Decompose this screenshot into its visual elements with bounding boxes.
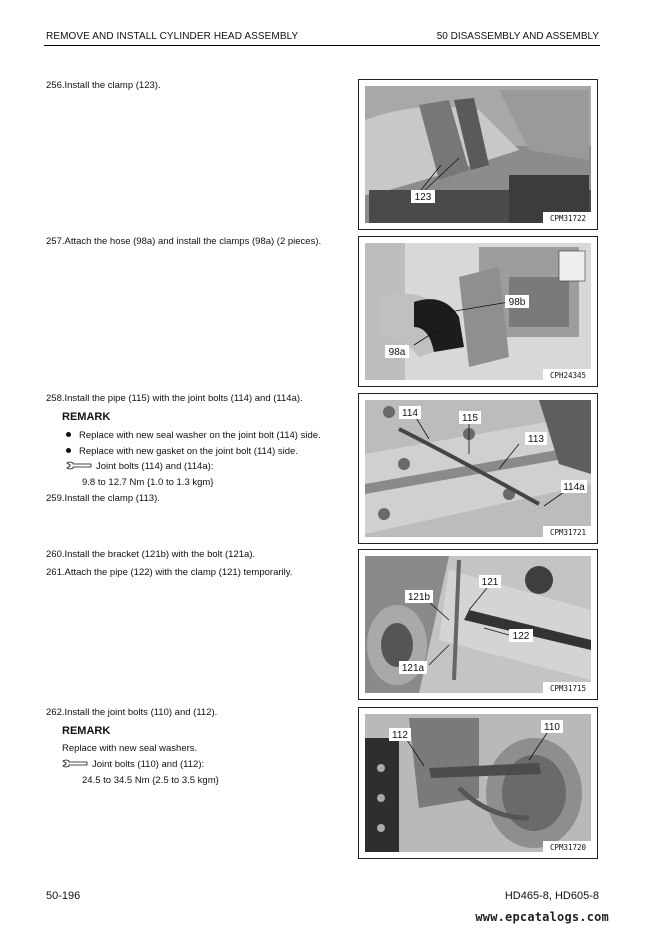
bullet-dot [66, 448, 71, 453]
remark-bullet: Replace with new seal washer on the joint bolt (114) side. [66, 430, 321, 441]
torque-wrench-icon [62, 759, 88, 768]
torque-label: Joint bolts (114) and (114a): [66, 461, 213, 472]
chapter-title: 50 DISASSEMBLY AND ASSEMBLY [436, 31, 599, 42]
figure-label-122: 122 [512, 631, 530, 642]
figure-label-110: 110 [544, 722, 560, 733]
figure-joint-bolts-110 [358, 707, 598, 859]
step-259: 259.Install the clamp (113). [46, 493, 160, 504]
step-260: 260.Install the bracket (121b) with the bolt (121a). [46, 549, 256, 560]
figure-label-121a: 121a [401, 663, 425, 674]
step-261: 261.Attach the pipe (122) with the clamp (121) temporarily. [46, 567, 293, 578]
remark-text: Replace with new seal washers. [62, 743, 198, 754]
header-rule [44, 45, 600, 46]
remark-heading: REMARK [62, 411, 111, 423]
step-258: 258.Install the pipe (115) with the joint bolts (114) and (114a). [46, 393, 303, 404]
figure-label-98a: 98a [388, 347, 406, 358]
torque-value: 9.8 to 12.7 Nm {1.0 to 1.3 kgm} [82, 477, 214, 488]
watermark-url: www.epcatalogs.com [475, 910, 609, 924]
torque-wrench-icon [66, 461, 92, 470]
step-256: 256.Install the clamp (123). [46, 80, 161, 91]
page-number: 50-196 [46, 890, 81, 902]
figure-label-113: 113 [528, 434, 544, 445]
figure-label-98b: 98b [508, 297, 526, 308]
remark-bullet: Replace with new gasket on the joint bolt (114) side. [66, 446, 298, 457]
step-262: 262.Install the joint bolts (110) and (112). [46, 707, 218, 718]
figure-label-112: 112 [392, 730, 408, 741]
figure-label-115: 115 [462, 413, 478, 424]
figure-code: CPM31721 [549, 528, 587, 537]
figure-code: CPM31722 [549, 214, 587, 223]
figure-label-121: 121 [481, 577, 499, 588]
figure-label-114: 114 [402, 408, 418, 419]
figure-code: CPM31720 [549, 843, 587, 852]
figure-label-121b: 121b [407, 592, 431, 603]
figure-clamp-123 [358, 79, 598, 230]
figure-bracket-121b [358, 549, 598, 700]
torque-value: 24.5 to 34.5 Nm {2.5 to 3.5 kgm} [82, 775, 219, 786]
remark-heading: REMARK [62, 725, 111, 737]
figure-label-114a: 114a [563, 482, 585, 493]
figure-label-123: 123 [414, 192, 432, 203]
figure-code: CPH24345 [549, 371, 587, 380]
figure-code: CPM31715 [549, 684, 587, 693]
figure-pipe-115 [358, 393, 598, 544]
step-257: 257.Attach the hose (98a) and install the clamps (98a) (2 pieces). [46, 236, 322, 247]
model-name: HD465-8, HD605-8 [504, 890, 599, 902]
figure-hose-98a [358, 236, 598, 387]
section-title: REMOVE AND INSTALL CYLINDER HEAD ASSEMBLY [46, 31, 299, 42]
bullet-dot [66, 432, 71, 437]
torque-label: Joint bolts (110) and (112): [62, 759, 204, 770]
